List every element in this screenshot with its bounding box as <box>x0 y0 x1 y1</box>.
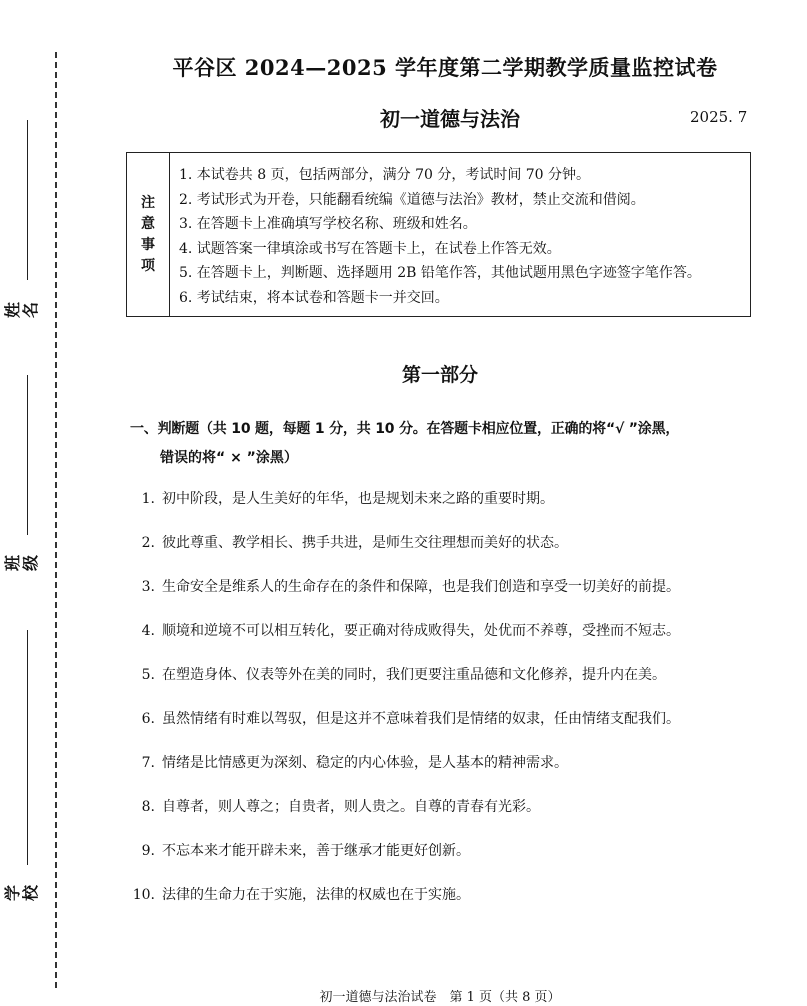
exam-title: 平谷区 2024—2025 学年度第二学期教学质量监控试卷 <box>172 55 718 80</box>
question-text: 虽然情绪有时难以驾驭，但是这并不意味着我们是情绪的奴隶，任由情绪支配我们。 <box>162 711 680 727</box>
question-number: 2. <box>141 535 155 551</box>
question-number: 9. <box>141 843 155 859</box>
school-field-line <box>27 630 28 865</box>
class-label: 班级 <box>3 555 40 572</box>
question-text: 自尊者，则人尊之；自贵者，则人贵之。自尊的青春有光彩。 <box>162 799 540 815</box>
name-label: 姓名 <box>3 302 40 319</box>
part-title: 第一部分 <box>401 364 478 386</box>
name-field-line <box>27 120 28 280</box>
section-heading <box>130 415 755 473</box>
question-text: 法律的生命力在于实施，法律的权威也在于实施。 <box>162 887 470 903</box>
notice-item: 1. 本试卷共 8 页，包括两部分，满分 70 分，考试时间 70 分钟。 <box>179 167 591 183</box>
binding-dashed-line <box>55 52 57 988</box>
notice-list <box>179 163 701 311</box>
question-number: 6. <box>141 711 155 727</box>
question-text: 情绪是比情感更为深刻、稳定的内心体验，是人基本的精神需求。 <box>162 755 568 771</box>
question-text: 在塑造身体、仪表等外在美的同时，我们更要注重品德和文化修养，提升内在美。 <box>162 667 666 683</box>
question-item <box>127 749 757 793</box>
notice-item: 5. 在答题卡上，判断题、选择题用 2B 铅笔作答，其他试题用黑色字迹签字笔作答。 <box>179 265 701 282</box>
question-item <box>127 617 757 661</box>
question-text: 顺境和逆境不可以相互转化，要正确对待成败得失，处优而不养尊，受挫而不短志。 <box>162 623 680 639</box>
notice-item: 6. 考试结束，将本试卷和答题卡一并交回。 <box>179 289 449 306</box>
question-item <box>127 837 757 881</box>
question-text: 初中阶段，是人生美好的年华，也是规划未来之路的重要时期。 <box>162 491 554 507</box>
notice-heading-char: 注 <box>141 194 155 211</box>
question-item <box>127 485 757 529</box>
notice-item: 4. 试题答案一律填涂或书写在答题卡上，在试卷上作答无效。 <box>179 240 561 257</box>
notice-item: 2. 考试形式为开卷，只能翻看统编《道德与法治》教材，禁止交流和借阅。 <box>179 191 645 208</box>
question-number: 4. <box>141 623 155 639</box>
question-text: 生命安全是维系人的生命存在的条件和保障，也是我们创造和享受一切美好的前提。 <box>162 579 680 595</box>
question-number: 3. <box>141 579 155 595</box>
notice-heading-char: 事 <box>141 236 155 253</box>
class-field-line <box>27 375 28 535</box>
question-text: 不忘本来才能开辟未来，善于继承才能更好创新。 <box>162 843 470 859</box>
exam-date: 2025. 7 <box>690 108 748 126</box>
question-item <box>127 881 757 925</box>
question-number: 8. <box>141 799 155 815</box>
question-list <box>127 485 757 925</box>
page-footer: 初一道德与法治试卷 第 1 页（共 8 页） <box>319 990 561 1005</box>
question-number: 10. <box>132 887 155 903</box>
question-item <box>127 661 757 705</box>
question-item <box>127 573 757 617</box>
exam-subject: 初一道德与法治 <box>380 107 520 131</box>
notice-heading-char: 意 <box>141 215 155 232</box>
notice-box <box>126 152 751 317</box>
question-number: 1. <box>141 491 155 507</box>
notice-item: 3. 在答题卡上准确填写学校名称、班级和姓名。 <box>179 216 477 233</box>
question-item <box>127 529 757 573</box>
section-heading-line2: 错误的将“ × ”涂黑） <box>160 450 298 466</box>
school-label: 学校 <box>3 885 40 902</box>
question-text: 彼此尊重、教学相长、携手共进，是师生交往理想而美好的状态。 <box>162 535 568 551</box>
notice-heading <box>127 153 170 316</box>
question-number: 5. <box>141 667 155 683</box>
question-item <box>127 793 757 837</box>
question-number: 7. <box>141 755 155 771</box>
section-heading-line1: 一、判断题（共 10 题，每题 1 分，共 10 分。在答题卡相应位置，正确的将“√ ”涂黑， <box>130 421 680 437</box>
notice-heading-char: 项 <box>141 257 155 274</box>
question-item <box>127 705 757 749</box>
